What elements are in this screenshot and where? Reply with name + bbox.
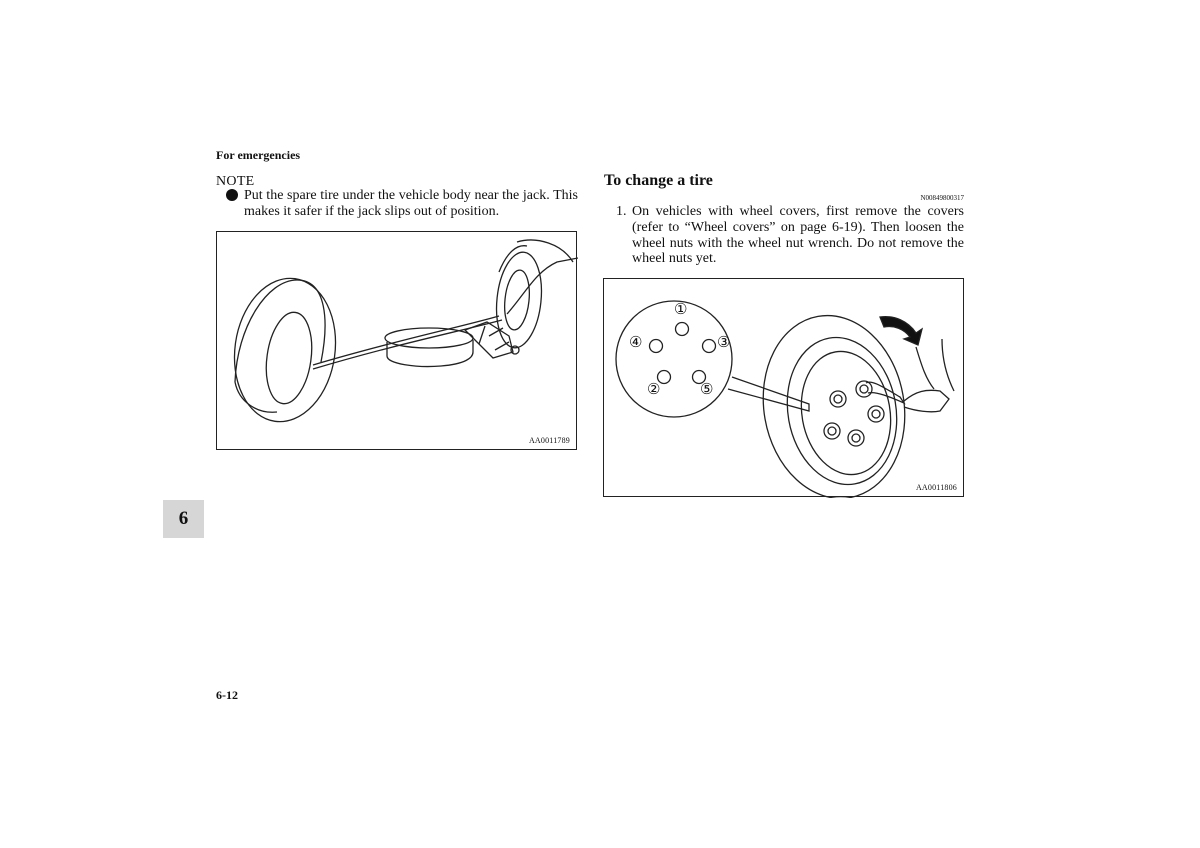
section-code: N00849800317 [920, 194, 964, 202]
nut-label-4: ④ [629, 335, 643, 351]
nut-label-3: ③ [717, 335, 731, 351]
nut-label-5: ⑤ [700, 382, 714, 398]
note-bullet-item [226, 188, 578, 220]
section-title: To change a tire [604, 172, 713, 189]
bullet-icon [226, 189, 238, 201]
step-text: On vehicles with wheel covers, first remove the covers (refer to “Wheel covers” on page 6-19). Then loosen the wheel nuts with the wheel nut wrench. Do not remove the wheel nuts yet. [632, 204, 964, 267]
figure-code: AA0011806 [915, 483, 957, 492]
jack-drawing [217, 232, 578, 451]
figure-code: AA0011789 [528, 436, 570, 445]
step-number: 1. [616, 204, 627, 219]
note-label: NOTE [216, 174, 255, 189]
chapter-tab: 6 [163, 500, 204, 538]
jack-illustration [216, 231, 577, 450]
nut-label-1: ① [674, 302, 688, 318]
nut-label-2: ② [647, 382, 661, 398]
step-item [616, 204, 964, 267]
wheel-nut-illustration [603, 278, 964, 497]
note-text: Put the spare tire under the vehicle body near the jack. This makes it safer if the jack slips out of position. [244, 188, 578, 219]
page-number: 6-12 [216, 688, 238, 702]
running-header: For emergencies [216, 148, 301, 162]
